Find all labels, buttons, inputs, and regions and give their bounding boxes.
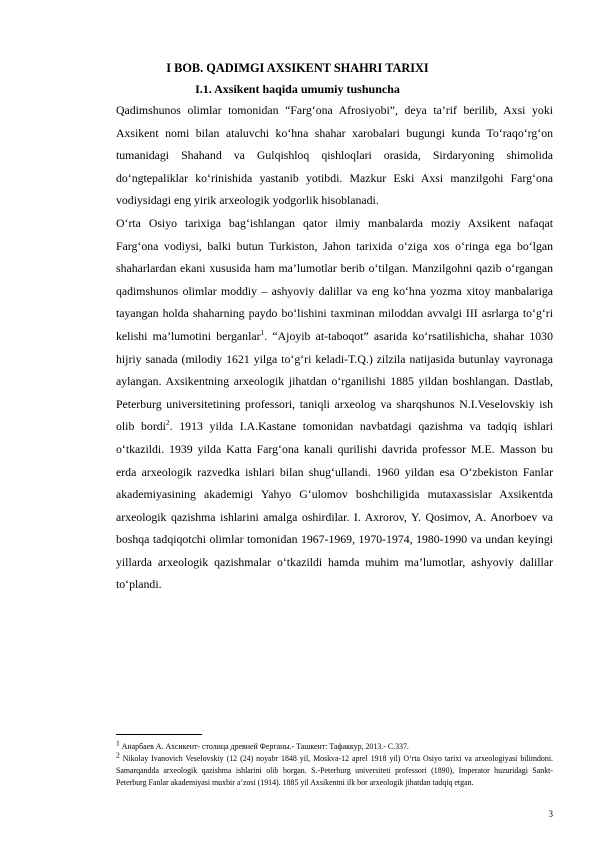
paragraph-2-part-a: O‘rta Osiyo tarixiga bag‘ishlangan qator ilmiy manbalarda moziy Axsikent nafaqat Farg‘ona vodiysi, balki butun Turkiston, Jahon tarixida o‘ziga xos o‘ringa ega bo‘lgan shaharlardan ekani xususida ham ma’lumotlar berib o‘tilgan. Manzilgohni qazib o‘rgangan qadimshunos olimlar moddiy – ashyoviy dalillar va eng ko‘hna yozma xitoy manbalariga tayangan holda shaharning paydo bo‘lishini taxminan miloddan avvalgi III asrlarga to‘g‘ri kelishi ma’lumotini berganlar xyxy=(116,215,553,343)
paragraph-2 xyxy=(116,212,553,596)
section-title: I.1. Axsikent haqida umumiy tushuncha xyxy=(195,82,400,96)
footnote-2-text: Nikolay Ivanovich Veselovskiy (12 (24) noyabr 1848 yil, Moskva-12 aprel 1918 yil) O‘rta Osiyo tarixi va arxeologiyasi bilimdoni. Samarqandda arxeologik qazishma ishlarini olib borgan. S.-Peterburg universiteti professori (1890), Imperator huzuridagi Sankt-Peterburg Fanlar akademiyasi muxbir a’zosi (1914). 1885 yil Axsikentni ilk bor arxeologik jihatdan tadqiq etgan. xyxy=(116,754,553,787)
footnote-2-number: 2 xyxy=(116,750,120,760)
footnote-divider xyxy=(116,734,202,735)
paragraph-1: Qadimshunos olimlar tomonidan “Farg‘ona Afrosiyobi”, deya ta’rif berilib, Axsi yoki Axsikent nomi bilan ataluvchi ko‘hna shahar xarobalari bugungi kunda To‘raqo‘rg‘on tumanidagi Shahand va Gulqishloq qishloqlari orasida, Sirdaryoning shimolida do‘ngtepaliklar ko‘rinishida yastanib yotibdi. Mazkur Eski Axsi manzilgohi Farg‘ona vodiysidagi eng yirik arxeologik yodgorlik hisoblanadi. xyxy=(116,103,553,208)
body-text xyxy=(116,99,553,596)
footnote-1 xyxy=(116,738,553,753)
footnote-ref-1[interactable]: 1 xyxy=(260,328,265,338)
page-number: 3 xyxy=(548,809,553,819)
paragraph-2-part-b: . “Ajoyib at-taboqot” asarida ko‘rsatilishicha, shahar 1030 hijriy sanada (milodiy 1621 yilga to‘g‘ri keladi-T.Q.) zilzila natijasida butunlay vayronaga aylangan. Axsikentning arxeologik jihatdan o‘rganilishi 1885 yildan boshlangan. Dastlab, Peterburg universitetining professori, taniqli arxeolog va sharqshunos N.I.Veselovskiy ish olib bordi xyxy=(116,328,553,434)
footnote-2 xyxy=(116,750,553,789)
footnote-1-number: 1 xyxy=(116,738,120,748)
footnote-1-text: Анарбаев А. Ахсикент- столица древней Ферганы.- Ташкент: Тафаккур, 2013.- С.337. xyxy=(119,742,409,751)
chapter-title: I BOB. QADIMGI AXSIKENT SHAHRI TARIXI xyxy=(166,61,429,75)
paragraph-2-part-c: . 1913 yilda I.A.Kastane tomonidan navbatdagi qazishma va tadqiq ishlari o‘tkazildi. 1939 yilda Katta Farg‘ona kanali qurilishi davrida professor M.E. Masson bu erda arxeologik razvedka ishlari bilan shug‘ullandi. 1960 yildan esa O‘zbekiston Fanlar akademiyasining akademigi Yahyo G‘ulomov boshchiligida mutaxassislar Axsikentda arxeologik qazishma ishlarini amalga oshirdilar. I. Axrorov, Y. Qosimov, A. Anorboev va boshqa tadqiqotchi olimlar tomonidan 1967-1969, 1970-1974, 1980-1990 va undan keyingi yillarda arxeologik qazishmalar o‘tkazildi hamda muhim ma’lumotlar, ashyoviy dalillar to‘plandi. xyxy=(116,419,553,592)
footnote-ref-2[interactable]: 2 xyxy=(165,418,170,428)
